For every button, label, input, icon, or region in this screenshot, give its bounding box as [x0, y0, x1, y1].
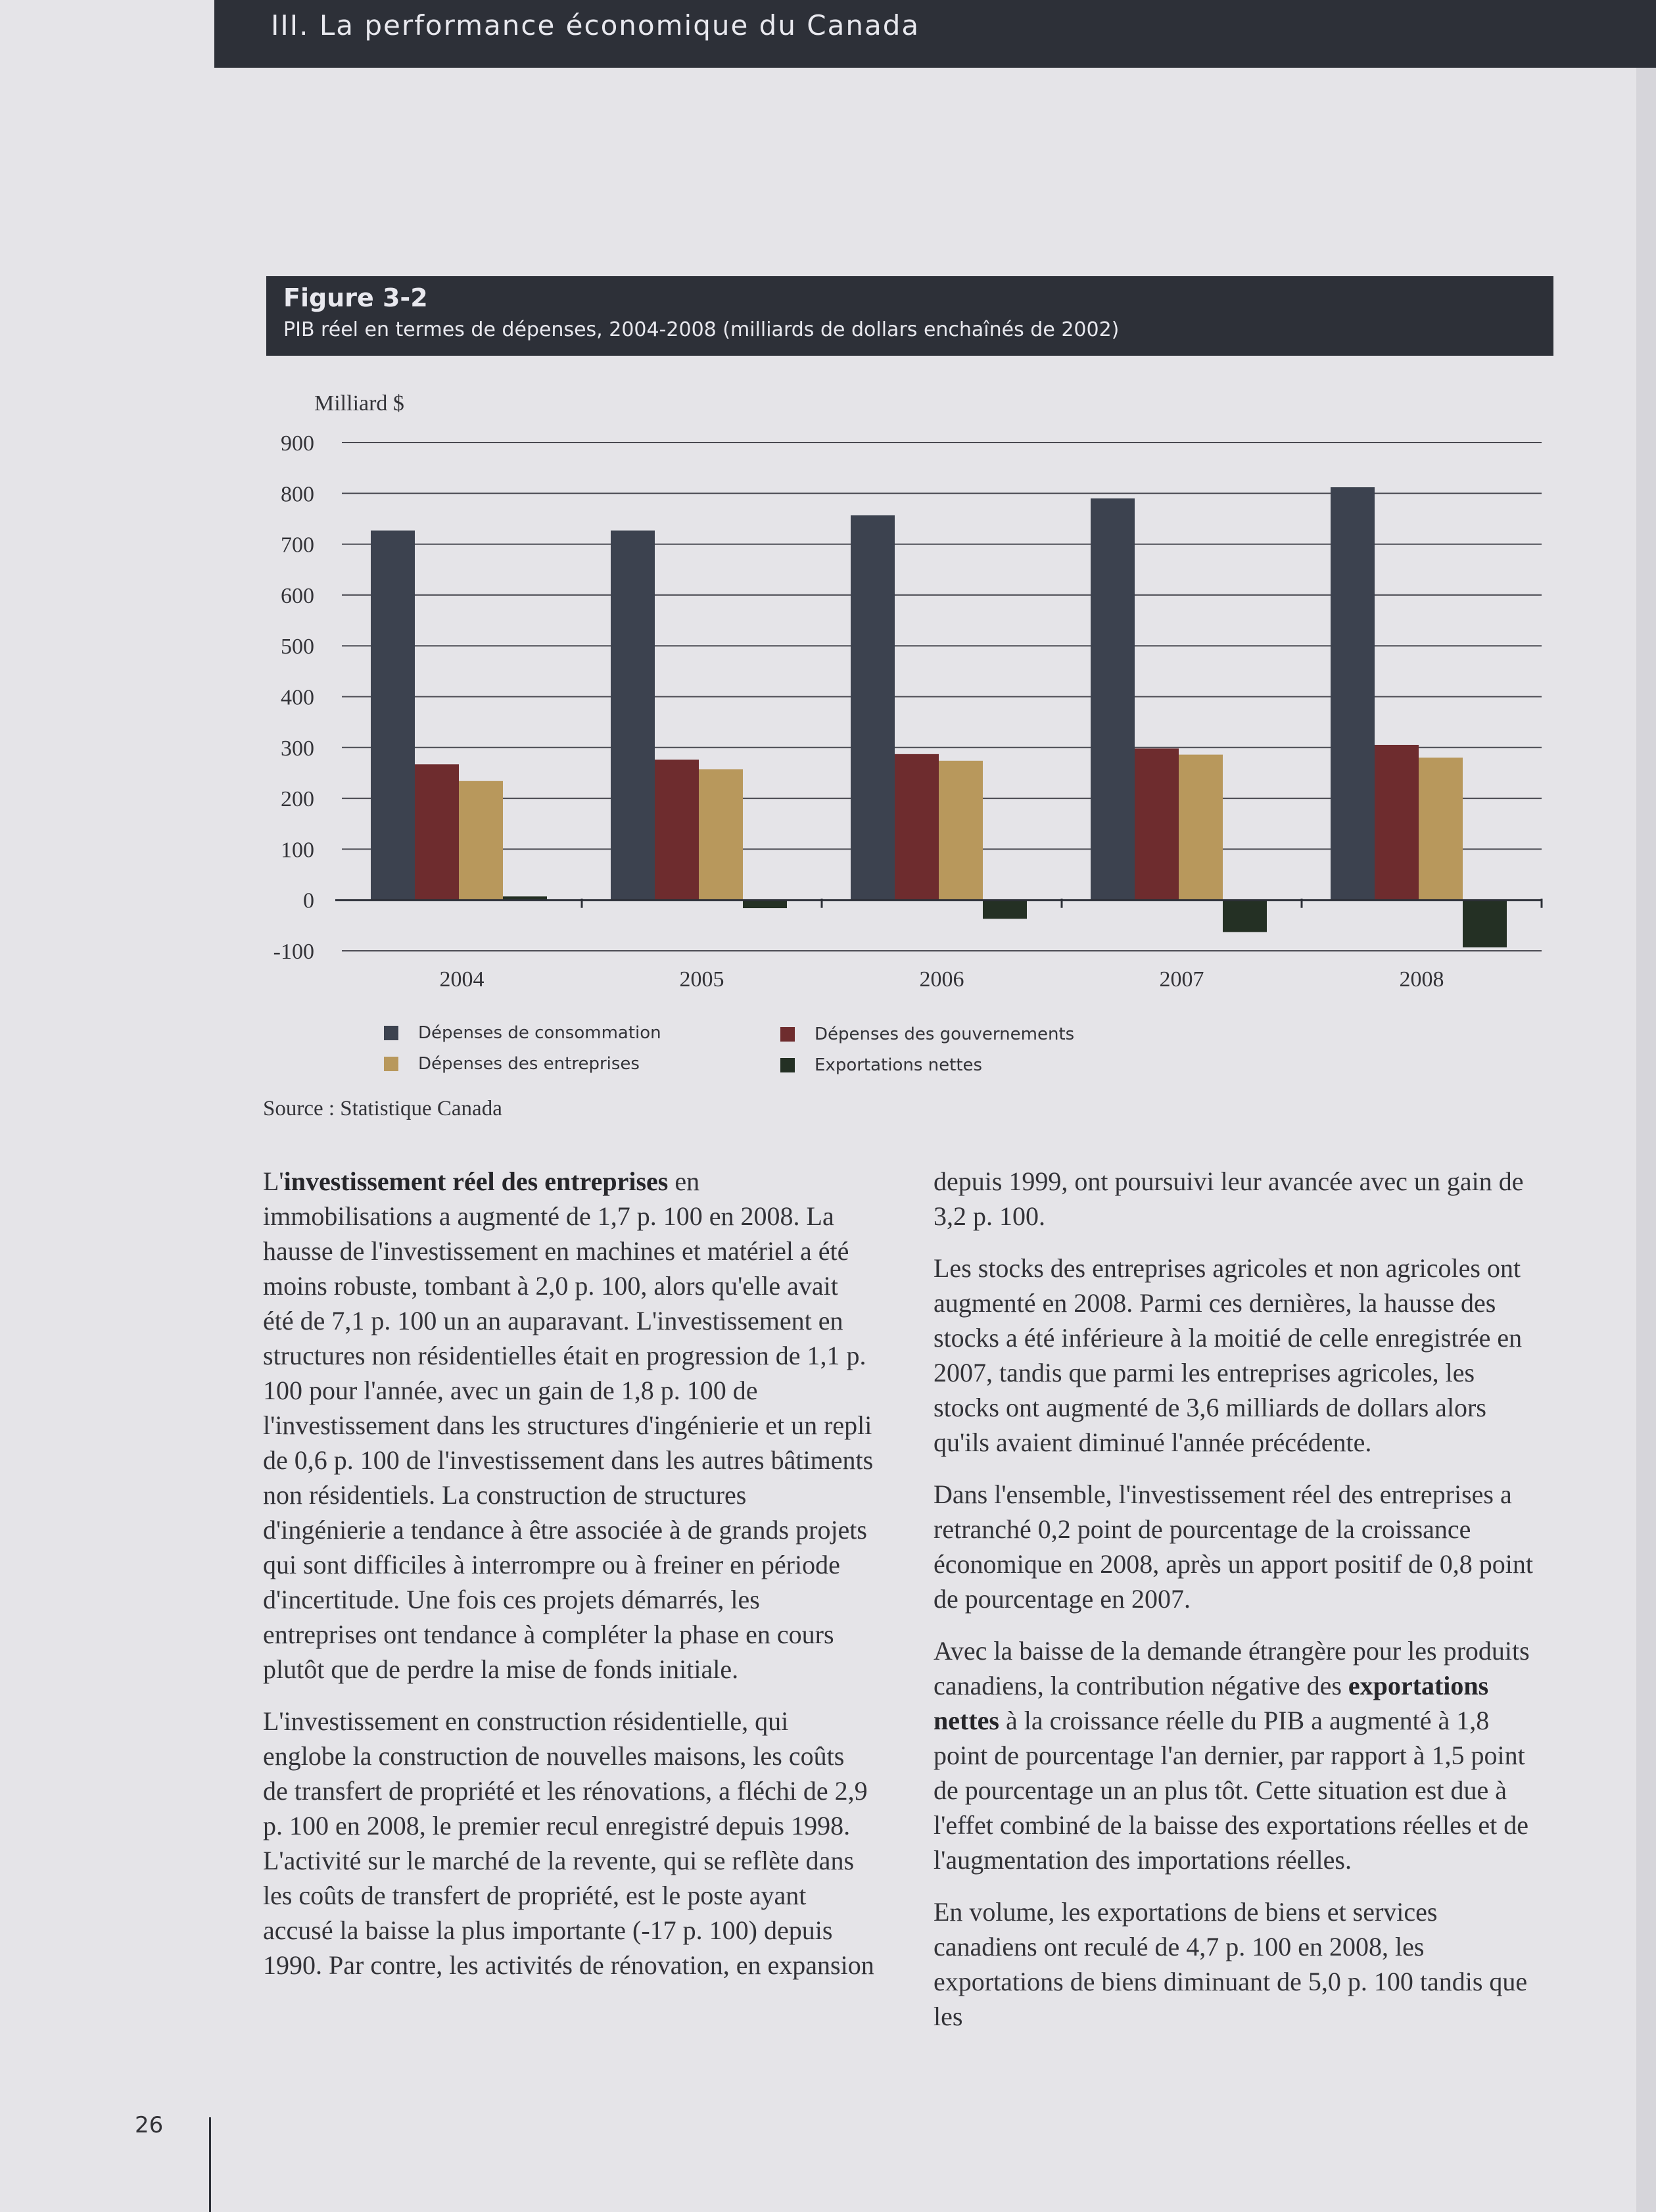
bar	[459, 781, 503, 900]
y-tick-label: -100	[273, 940, 314, 964]
bold-term: exportations nettes	[934, 1671, 1489, 1735]
bar	[983, 900, 1027, 919]
figure-source: Source : Statistique Canada	[263, 1097, 502, 1120]
x-tick-label: 2006	[919, 967, 964, 992]
paragraph: Avec la baisse de la demande étrangère pour les produits canadiens, la contribution négative des exportations nettes à la croissance réelle du PIB a augmenté à 1,8 point de pourcentage l'an dernier, par rapport à 1,5 point de pourcentage un an plus tôt. Cette situation est due à l'effet combiné de la baisse des exportations réelles et de l'augmentation des importations réelles.	[934, 1636, 1530, 1875]
legend-swatch	[780, 1058, 795, 1072]
bar	[371, 531, 415, 900]
page-rule	[209, 2117, 211, 2212]
x-tick-label: 2004	[439, 967, 485, 992]
page-number: 26	[135, 2112, 164, 2138]
y-tick-label: 700	[281, 533, 314, 558]
chapter-title: III. La performance économique du Canada	[271, 9, 920, 41]
y-tick-label: 800	[281, 482, 314, 507]
bar	[699, 769, 743, 900]
y-tick-label: 400	[281, 685, 314, 710]
bar	[1135, 748, 1179, 900]
legend-item-exportations	[780, 1053, 982, 1077]
legend-item-consommation	[384, 1021, 661, 1045]
y-tick-label: 900	[281, 431, 314, 456]
x-axis-ticks	[335, 899, 1542, 992]
y-axis-ticks	[273, 431, 314, 964]
y-tick-label: 500	[281, 635, 314, 660]
y-tick-label: 300	[281, 736, 314, 761]
paragraph: Dans l'ensemble, l'investissement réel des entreprises a retranché 0,2 point de pourcentage de la croissance économique en 2008, après un apport positif de 0,8 point de pourcentage en 2007.	[934, 1479, 1534, 1614]
legend-swatch	[384, 1026, 398, 1040]
legend-swatch	[384, 1057, 398, 1071]
text-column-left	[263, 1164, 874, 2000]
bar	[1419, 757, 1463, 900]
x-tick-label: 2007	[1159, 967, 1204, 992]
bold-term: investissement réel des entreprises	[283, 1166, 669, 1196]
bar	[1375, 745, 1419, 900]
bar	[1463, 900, 1507, 948]
y-tick-label: 0	[303, 888, 314, 913]
paragraph: Les stocks des entreprises agricoles et non agricoles ont augmenté en 2008. Parmi ces dernières, la hausse des stocks a été inférieure à la moitié de celle enregistrée en 2007, tandis que parmi les entreprises agricoles, les stocks ont augmenté de 3,6 milliards de dollars alors qu'ils avaient diminué l'année précédente.	[934, 1253, 1523, 1457]
x-tick-label: 2008	[1399, 967, 1444, 992]
legend-label: Dépenses de consommation	[418, 1023, 661, 1043]
bar	[655, 759, 699, 900]
y-axis-label: Milliard $	[314, 391, 404, 416]
bar	[415, 764, 459, 900]
bar	[1179, 755, 1223, 900]
x-tick-label: 2005	[679, 967, 724, 992]
bar	[743, 900, 787, 908]
bar	[939, 761, 983, 900]
bar	[611, 531, 655, 900]
paragraph: L'investissement en construction résidentielle, qui englobe la construction de nouvelles maisons, les coûts de transfert de propriété et les rénovations, a fléchi de 2,9 p. 100 en 2008, le premier recul enregistré depuis 1998. L'activité sur le marché de la revente, qui se reflète dans les coûts de transfert de propriété, est le poste ayant accusé la baisse la plus importante (-17 p. 100) depuis 1990. Par contre, les activités de rénovation, en expansion	[263, 1706, 874, 1980]
y-tick-label: 200	[281, 787, 314, 812]
bar	[851, 516, 895, 900]
figure-label: Figure 3-2	[283, 283, 428, 312]
bar	[1223, 900, 1267, 932]
bar	[895, 754, 939, 900]
paragraph: En volume, les exportations de biens et services canadiens ont reculé de 4,7 p. 100 en 2008, les exportations de biens diminuant de 5,0 p. 100 tandis que les	[934, 1897, 1528, 2031]
legend-label: Dépenses des gouvernements	[815, 1024, 1075, 1044]
y-tick-label: 100	[281, 838, 314, 863]
legend-swatch	[780, 1027, 795, 1042]
paragraph: L'investissement réel des entreprises en immobilisations a augmenté de 1,7 p. 100 en 2008. La hausse de l'investissement en machines et matériel a été moins robuste, tombant à 2,0 p. 100, alors qu'elle avait été de 7,1 p. 100 un an auparavant. L'investissement en structures non résidentielles était en progression de 1,1 p. 100 pour l'année, avec un gain de 1,8 p. 100 de l'investissement dans les structures d'ingénierie et un repli de 0,6 p. 100 de l'investissement dans les autres bâtiments non résidentiels. La construction de structures d'ingénierie a tendance à être associée à de grands projets qui sont difficiles à interrompre ou à freiner en période d'incertitude. Une fois ces projets démarrés, les entreprises ont tendance à compléter la phase en cours plutôt que de perdre la mise de fonds initiale.	[263, 1166, 874, 1684]
bar	[1091, 498, 1135, 900]
bar	[1331, 487, 1375, 900]
gdp-expenditure-bar-chart	[0, 0, 1656, 1026]
legend-item-gouvernements	[780, 1022, 1074, 1046]
bars	[371, 487, 1507, 948]
legend-label: Exportations nettes	[815, 1055, 983, 1075]
text-column-right	[934, 1164, 1545, 2051]
y-tick-label: 600	[281, 583, 314, 608]
paragraph: depuis 1999, ont poursuivi leur avancée avec un gain de 3,2 p. 100.	[934, 1166, 1524, 1231]
legend-item-entreprises	[384, 1052, 640, 1076]
legend-label: Dépenses des entreprises	[418, 1054, 640, 1074]
figure-caption: PIB réel en termes de dépenses, 2004-2008 (milliards de dollars enchaînés de 2002)	[283, 318, 1120, 341]
